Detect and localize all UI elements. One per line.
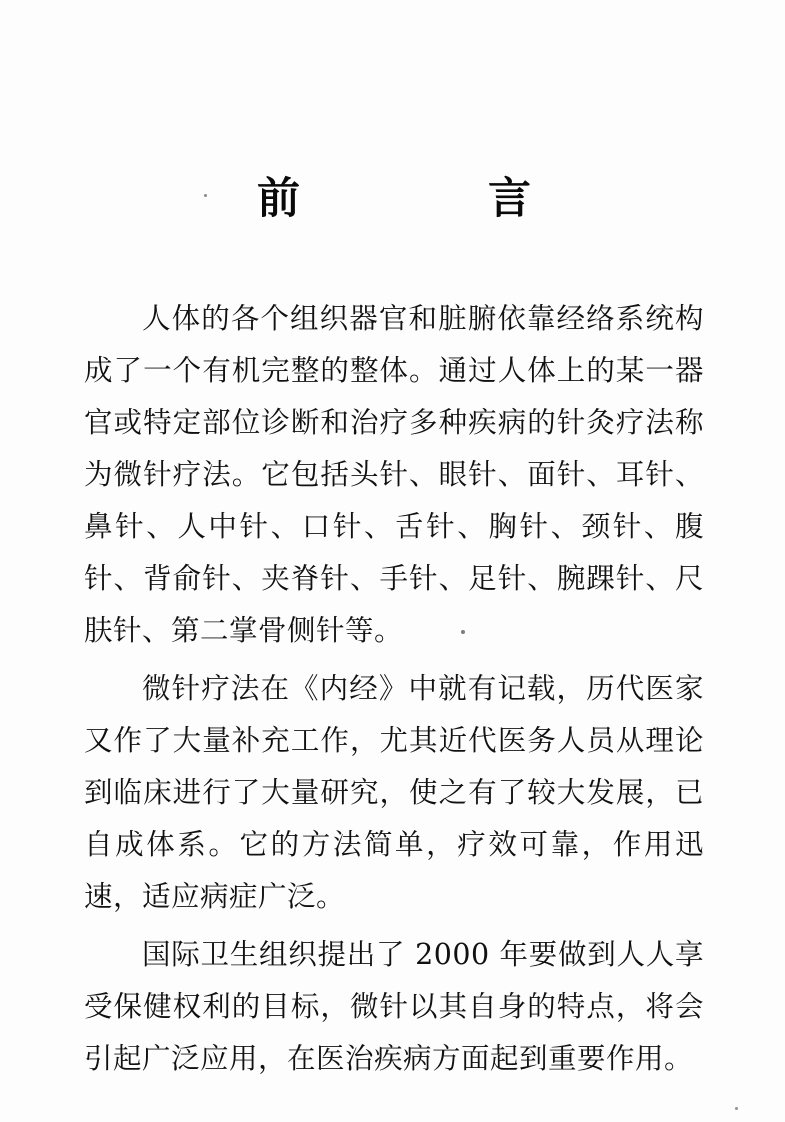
preface-body <box>84 293 704 1085</box>
paragraph: 人体的各个组织器官和脏腑依靠经络系统构成了一个有机完整的整体。通过人体上的某一器官或特定部位诊断和治疗多种疾病的针灸疗法称为微针疗法。它包括头针、眼针、面针、耳针、鼻针、人中针、口针、舌针、胸针、颈针、腹针、背俞针、夹脊针、手针、足针、腕踝针、尺肤针、第二掌骨侧针等。 <box>84 302 704 647</box>
scan-speck <box>735 1107 738 1110</box>
scan-speck <box>461 630 465 634</box>
page-content-area <box>84 0 704 1122</box>
paragraph: 国际卫生组织提出了 2000 年要做到人人享受保健权利的目标，微针以其自身的特点，将会引起广泛应用，在医治疾病方面起到重要作用。 <box>84 938 704 1075</box>
page-title: 前 言 <box>257 174 565 224</box>
paragraph: 微针疗法在《内经》中就有记载，历代医家又作了大量补充工作，尤其近代医务人员从理论到临床进行了大量研究，使之有了较大发展，已自成体系。它的方法简单，疗效可靠，作用迅速，适应病症广泛。 <box>84 672 704 913</box>
scan-speck <box>204 194 207 197</box>
